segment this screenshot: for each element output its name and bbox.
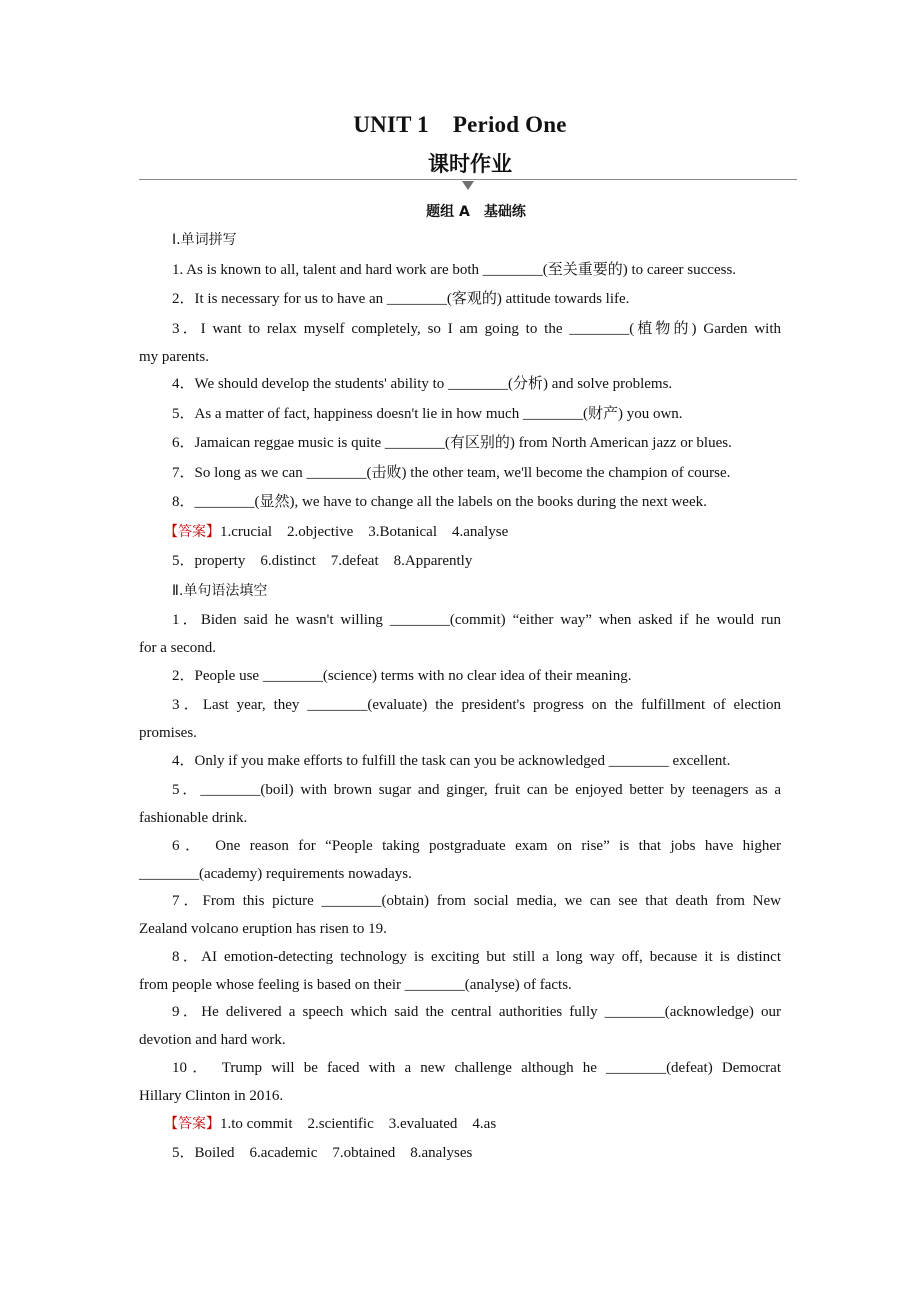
s2-question-10-cont: Hillary Clinton in 2016.: [139, 1088, 284, 1104]
s2-answer-label: 【答案】: [164, 1116, 220, 1132]
s1-answer: [164, 523, 781, 541]
s1-question-2: 2．It is necessary for us to have an ________(客观的) attitude towards life.: [172, 291, 630, 307]
s1-question-6: 6．Jamaican reggae music is quite ________(有区别的) from North American jazz or blues.: [172, 435, 732, 451]
s2-question-5-cont: fashionable drink.: [139, 810, 248, 826]
s2-question-7-cont: Zealand volcano eruption has risen to 19.: [139, 921, 387, 937]
s2-question-10: 10． Trump will be faced with a new challenge although he ________(defeat) Democrat: [172, 1060, 781, 1076]
s2-question-8: 8．AI emotion-detecting technology is exciting but still a long way off, because it is distinct: [172, 949, 781, 965]
s2-answer: [164, 1115, 781, 1133]
s1-question-3: 3．I want to relax myself completely, so I am going to the ________(植物的) Garden with: [172, 321, 781, 337]
s2-question-8-cont: from people whose feeling is based on their ________(analyse) of facts.: [139, 977, 572, 993]
s2-question-1: 1．Biden said he wasn't willing ________(commit) “either way” when asked if he would run: [172, 612, 781, 628]
s2-question-9-cont: devotion and hard work.: [139, 1032, 286, 1048]
s2-question-7: 7．From this picture ________(obtain) from social media, we can see that death from New: [172, 893, 781, 909]
section1-heading: Ⅰ.单词拼写: [172, 232, 237, 248]
s1-answer-line-1: 1.crucial 2.objective 3.Botanical 4.analyse: [220, 524, 509, 540]
s1-question-4: 4．We should develop the students' ability to ________(分析) and solve problems.: [172, 376, 673, 392]
s1-answer-line-2: 5．property 6.distinct 7.defeat 8.Apparently: [172, 553, 473, 569]
page-title: [0, 112, 920, 138]
s2-question-4: 4．Only if you make efforts to fulfill the task can you be acknowledged ________ excellent.: [172, 753, 731, 769]
s1-question-1: 1. As is known to all, talent and hard work are both ________(至关重要的) to career success.: [172, 262, 737, 278]
section2-heading: Ⅱ.单句语法填空: [172, 583, 268, 599]
title-period: Period One: [452, 112, 567, 137]
s2-answer-line-1: 1.to commit 2.scientific 3.evaluated 4.as: [220, 1116, 497, 1132]
s2-question-9: 9．He delivered a speech which said the central authorities fully ________(acknowledge) our: [172, 1004, 781, 1020]
title-unit: UNIT 1: [353, 112, 429, 137]
s2-question-3: 3．Last year, they ________(evaluate) the president's progress on the fulfillment of election: [172, 697, 781, 713]
s2-question-3-cont: promises.: [139, 725, 197, 741]
triangle-marker-icon: [462, 181, 474, 190]
s2-question-6-cont: ________(academy) requirements nowadays.: [139, 866, 412, 882]
s2-question-2: 2．People use ________(science) terms with no clear idea of their meaning.: [172, 668, 632, 684]
s1-question-8: 8．________(显然), we have to change all the labels on the books during the next week.: [172, 494, 707, 510]
s2-question-6: 6． One reason for “People taking postgraduate exam on rise” is that jobs have higher: [172, 838, 781, 854]
s2-question-5: 5．________(boil) with brown sugar and ginger, fruit can be enjoyed better by teenagers as a: [172, 782, 781, 798]
page-subtitle: 课时作业: [428, 152, 512, 176]
s1-question-3-cont: my parents.: [139, 349, 209, 365]
header-divider: [139, 179, 797, 180]
s1-answer-label: 【答案】: [164, 524, 220, 540]
s2-question-1-cont: for a second.: [139, 640, 217, 656]
s1-question-5: 5．As a matter of fact, happiness doesn't lie in how much ________(财产) you own.: [172, 406, 683, 422]
s1-question-7: 7．So long as we can ________(击败) the other team, we'll become the champion of course.: [172, 465, 731, 481]
s2-answer-line-2: 5．Boiled 6.academic 7.obtained 8.analyses: [172, 1145, 473, 1161]
group-heading: 题组 A 基础练: [426, 204, 526, 220]
